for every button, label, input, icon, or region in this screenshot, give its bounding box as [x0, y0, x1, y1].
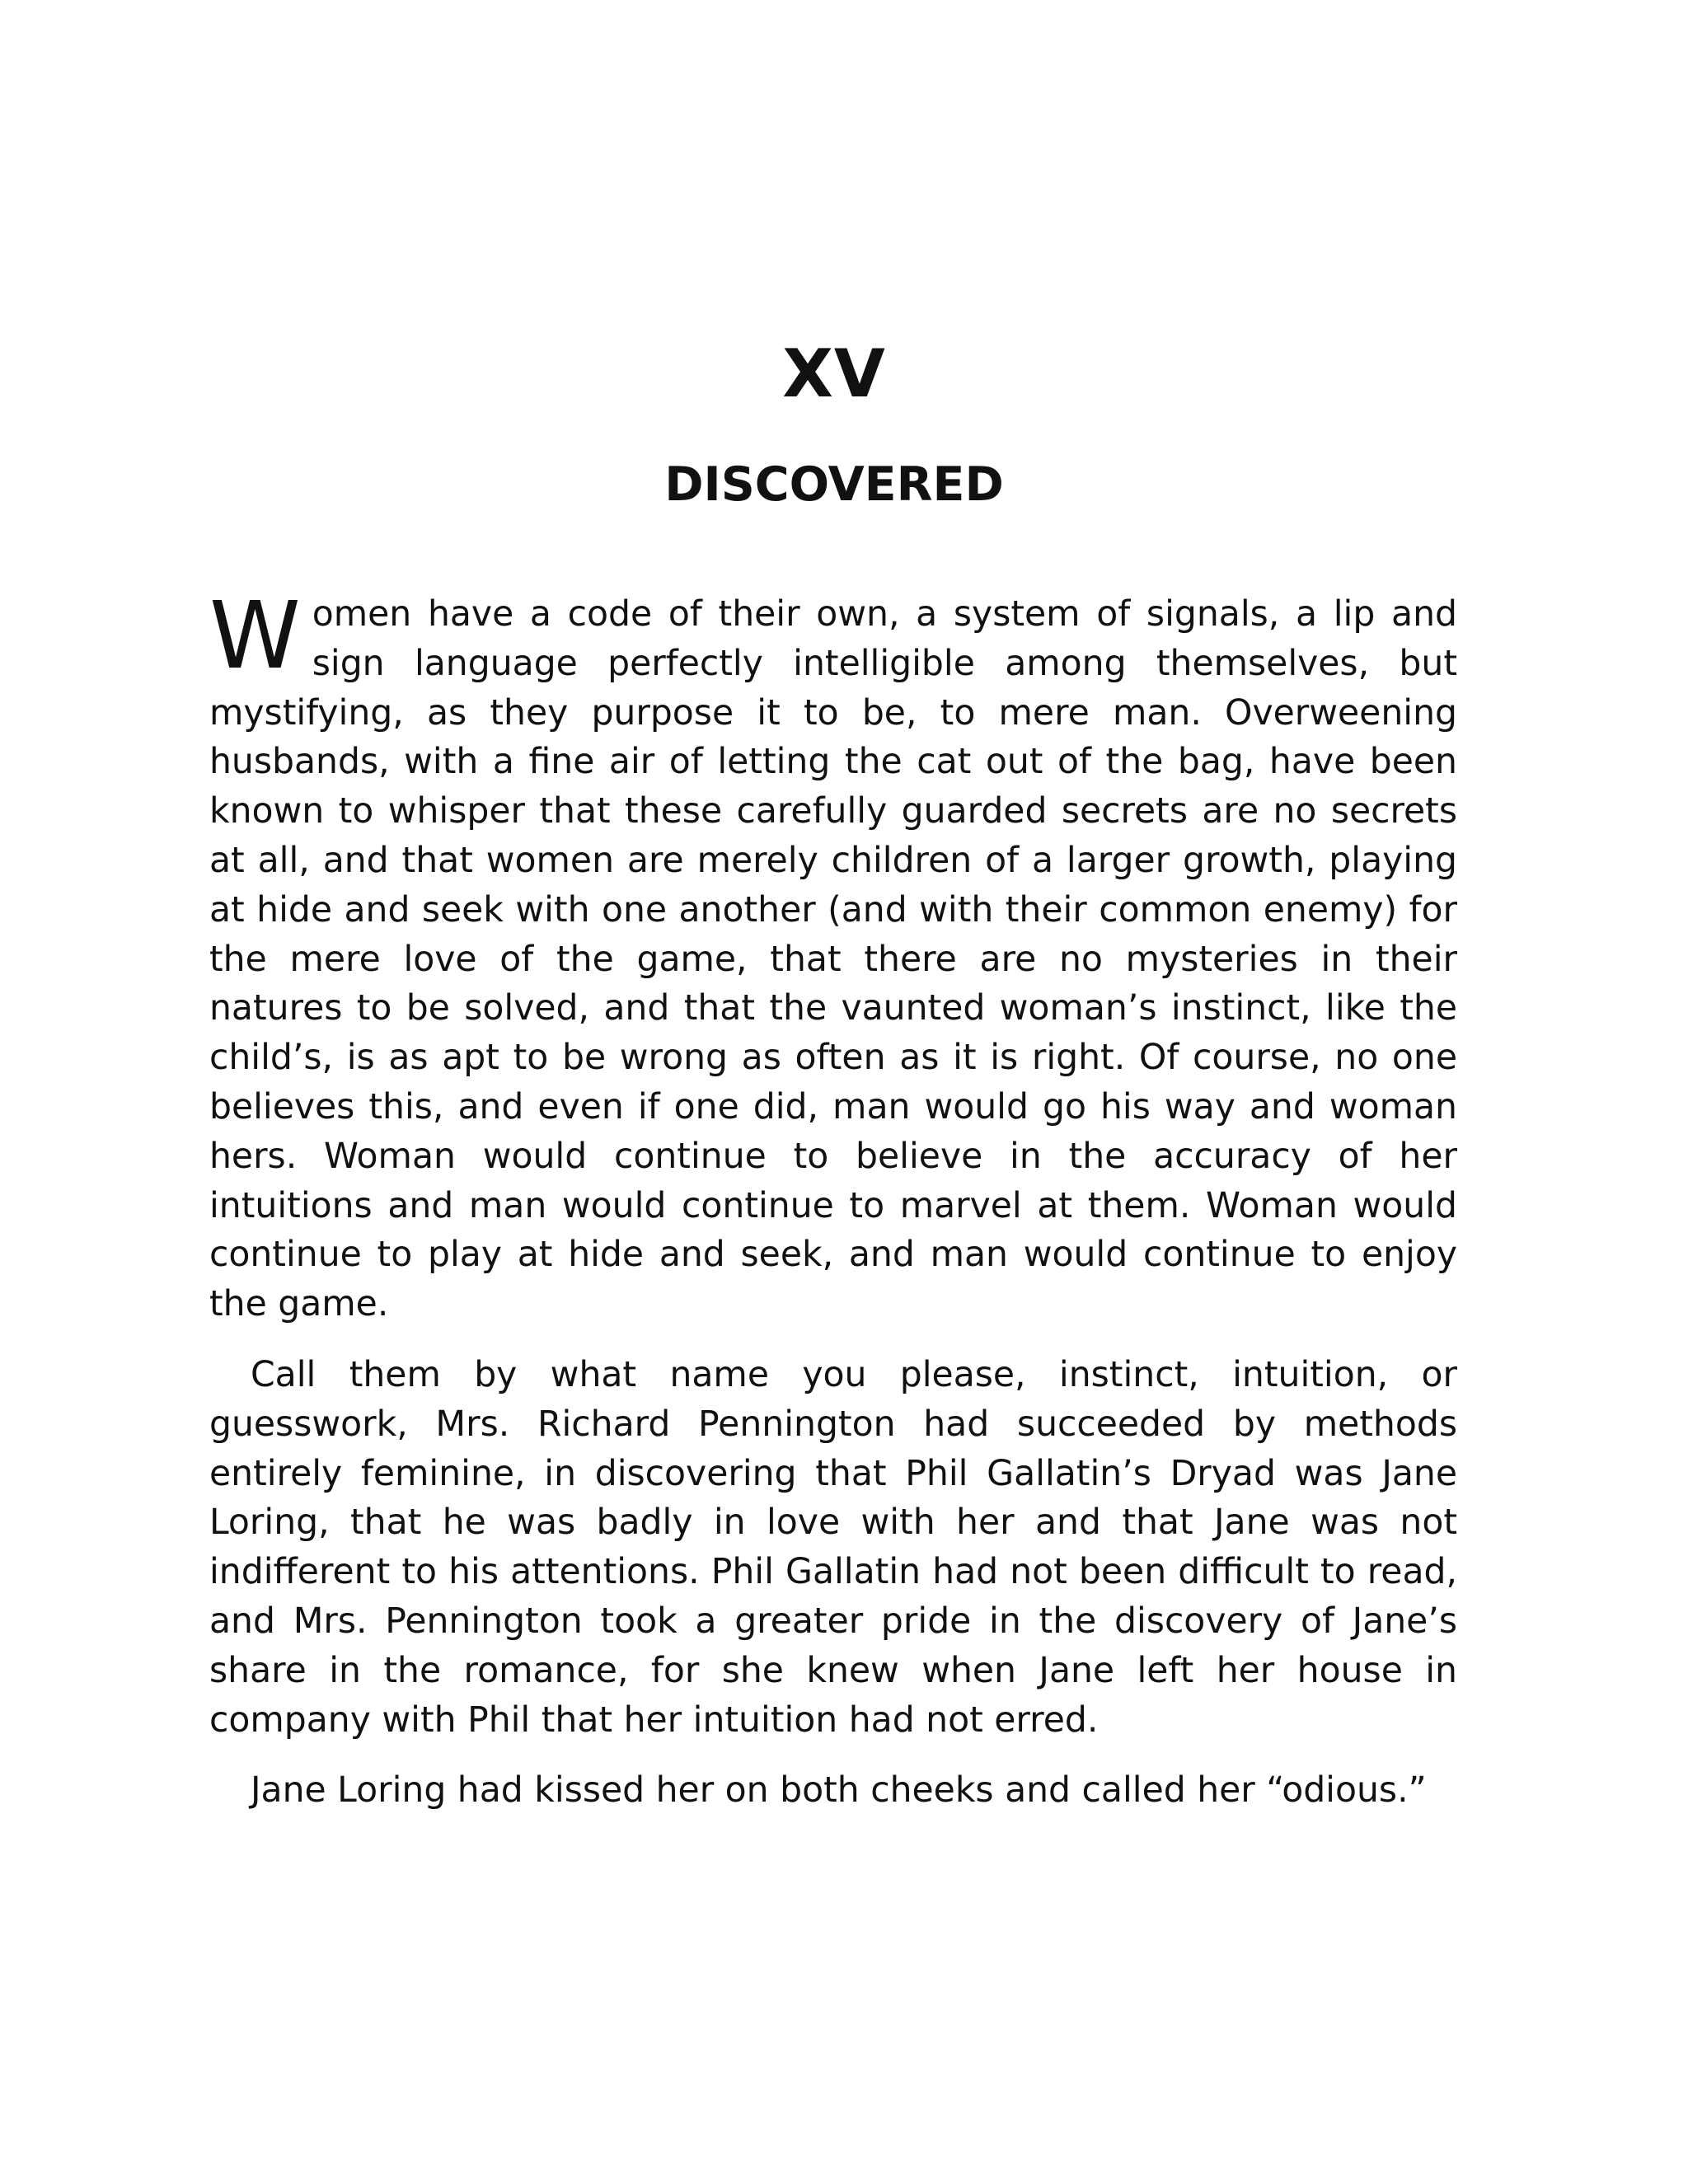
book-page — [209, 0, 1457, 2184]
drop-cap: W — [209, 583, 301, 690]
paragraph-1-text: omen have a code of their own, a system of signals, a lip and sign language perfectly intelligible among themselves, but mystifying, as they purpose it to be, to mere man. Overweening husbands, with a fine air of letting the cat out of the bag, have been known to whisper that these carefully guarded secrets are no secrets at all, and that women are merely children of a larger growth, playing at hide and seek with one another (and with their common enemy) for the mere love of the game, that there are no mysteries in their natures to be solved, and that the vaunted woman’s instinct, like the child’s, is as apt to be wrong as often as it is right. Of course, no one believes this, and even if one did, man would go his way and woman hers. Woman would continue to believe in the accuracy of her intuitions and man would continue to marvel at them. Woman would continue to play at hide and seek, and man would continue to enjoy the game. — [209, 594, 1457, 1325]
paragraph-1 — [209, 583, 1457, 1329]
paragraph-3: Jane Loring had kissed her on both cheeks and called her “odious.” — [251, 1770, 1427, 1811]
chapter-body — [209, 583, 1457, 1837]
chapter-title: DISCOVERED — [664, 457, 1004, 512]
chapter-number: XV — [782, 335, 886, 412]
paragraph-2: Call them by what name you please, instinct, intuition, or guesswork, Mrs. Richard Pennington had succeeded by methods entirely feminine, in discovering that Phil Gallatin’s Dryad was Jane Loring, that he was badly in love with her and that Jane was not indifferent to his attentions. Phil Gallatin had not been difficult to read, and Mrs. Pennington took a greater pride in the discovery of Jane’s share in the romance, for she knew when Jane left her house in company with Phil that her intuition had not erred. — [209, 1354, 1457, 1741]
